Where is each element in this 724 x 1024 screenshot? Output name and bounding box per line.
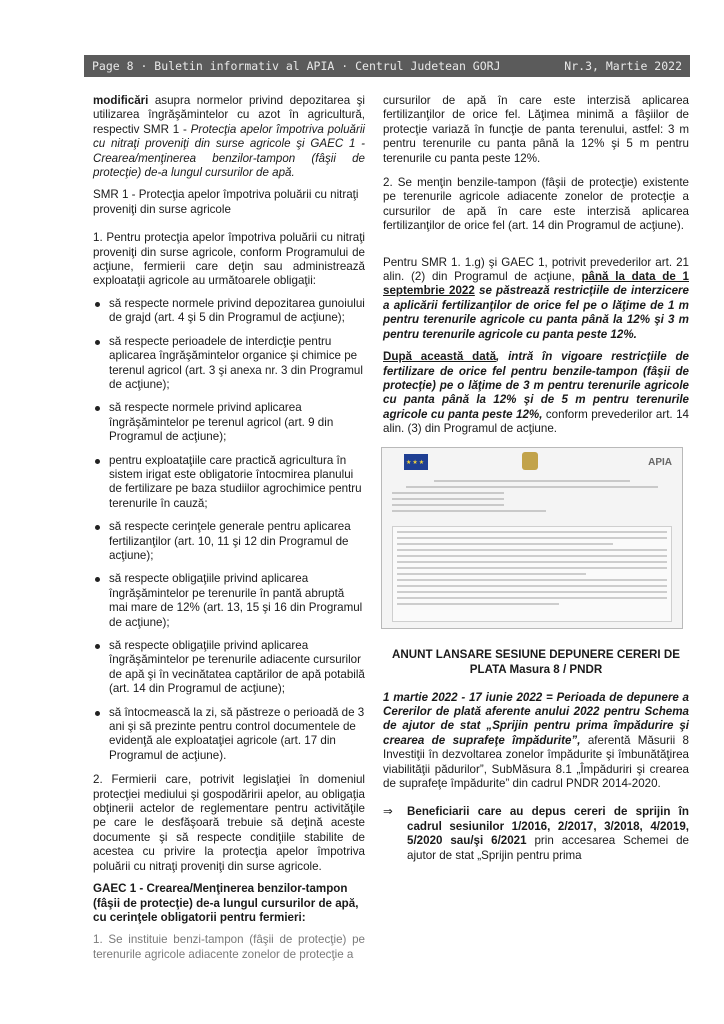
double-arrow-icon: ⇒ [383,805,393,819]
beneficiaries-bold: Beneficiarii care au depus cereri de sprijin în cadrul sesiunilor 1/2016, 2/2017, 3/2018, 4/2019, 5/2020 sau/şi 6/2021 [407,805,689,848]
gaec1-title: GAEC 1 - Crearea/Menţinerea benzilor-tampon (fâşii de protecţie) de-a lungul cursurilor de apă, cu cerinţele obligatorii pentru fermieri: [93,882,359,924]
header-left-text: Page 8 · Buletin informativ al APIA · Centrul Judetean GORJ [92,59,501,73]
beneficiaries-rest: prin accesarea Schemei de ajutor de stat „Sprijin pentru prima [407,834,690,862]
after-date-text: , intră în vigoare restricţiile de fertilizare de orice fel pentru benzile-tampon (fâşii de protecţie) pe o lăţime de 3 m pentru terenurile agricole cu panta până la 12% şi de 5 m pentru terenurile agricole cu panta peste 12%, [383,350,689,421]
announcement-title: ANUNT LANSARE SESIUNE DEPUNERE CERERI DE PLATA Masura 8 / PNDR [392,647,680,676]
announcement-image [381,447,683,629]
deadline-text-b: se păstrează restricţiile de interzicere a aplicării fertilizanţilor de orice fel pe o lăţime de 1 m pentru terenurile agricole cu panta până la 12% şi 3 m pentru terenurile agricole cu panta peste 12%. [383,284,689,341]
announcement-bold: 1 martie 2022 - 17 iunie 2022 = Perioada de depunere a Cererilor de plată aferente anului 2022 pentru Schema de ajutor de stat „Sprijin pentru prima împădurire şi crearea de suprafeţe împădurite”, [383,690,689,747]
eu-flag-icon [404,454,428,470]
romania-coat-of-arms-icon [522,452,538,470]
deadline-date: până la data de 1 septembrie 2022 [383,270,690,298]
gaec1-paragraph-1: 1. Se instituie benzi-tampon (fâşii de protecţie) pe terenurile agricole adiacente zonelor de protecţie a [93,933,365,961]
list-item: pentru exploataţiile care practică agricultura în sistem irigat este obligatorie întocmirea planului de fertilizare pe baza studiilor agrochimice pentru terenurile în cauză; [93,454,365,512]
deadline-paragraph [383,256,689,342]
obligations-list [93,297,365,763]
announcement-paragraph [383,691,689,792]
after-date-ref: conform prevederilor art. 14 alin. (3) din Programul de acţiune. [383,407,689,436]
page-header-band [84,55,690,77]
intro-italic: Protecţia apelor împotriva poluării cu nitraţi proveniţi din surse agricole şi GAEC 1 - Crearea/menţinerea benzilor-tampon (fâşii de protecţie) de-a lungul cursurilor de apă. [93,122,365,180]
beneficiaries-item [383,805,689,863]
smr1-title: SMR 1 - Protecţia apelor împotriva poluării cu nitraţi proveniţi din surse agricole [93,188,359,216]
gaec1-continuation: cursurilor de apă în care este interzisă aplicarea fertilizanţilor de orice fel. Lăţimea minimă a fâşiilor de protecţie variază în funcţie de panta terenului, astfel: 3 m pentru terenurile cu panta până la 12% şi 5 m pentru terenurile cu panta peste 12%. [383,94,689,165]
gaec1-paragraph-2: 2. Se menţin benzile-tampon (fâşii de protecţie) existente pe terenurile agricole adiacente zonelor de protecţie a cursurilor de apă în care este interzisă aplicarea fertilizanţilor de orice fel (art. 14 din Programul de acţiune). [383,176,689,233]
intro-bold: modificări [93,94,149,107]
list-item: să întocmească la zi, să păstreze o perioadă de 3 ani şi să prezinte pentru control documentele de evidenţă ale exploataţiei agricole (art. 17 din Programul de acţiune). [93,706,365,764]
intro-rest: asupra normelor privind depozitarea şi utilizarea îngrăşămintelor cu azot în agricultură, respectiv SMR 1 - [93,94,365,136]
after-date-paragraph [383,350,689,436]
left-column [93,94,365,970]
after-date-lead: După această dată [383,350,497,364]
list-item: să respecte perioadele de interdicţie pentru aplicarea îngrăşămintelor organice şi chimice pe terenul agricol (art. 3 şi anexa nr. 3 din Programul de acţiune); [93,335,365,393]
list-item: să respecte cerinţele generale pentru aplicarea fertilizanţilor (art. 10, 11 şi 12 din Programul de acţiune); [93,520,365,563]
list-item: să respecte obligaţiile privind aplicarea îngrăşămintelor pe terenurile adiacente cursurilor de apă şi în vecinătatea captărilor de apă potabilă (art. 14 din Programul de acţiune); [93,639,365,697]
smr1-paragraph-2: 2. Fermierii care, potrivit legislaţiei în domeniul protecţiei mediului şi gospodăririi apelor, au obligaţia obţinerii actelor de reglementare pentru activităţile pe care le desfăşoară trebuie să deţină aceste documente şi să respecte condiţiile stabilite de acestea cu privire la protecţia apelor împotriva poluării cu nitraţi proveniţi din surse agricole. [93,773,365,873]
right-column [383,94,689,863]
announcement-rest: aferentă Măsurii 8 Investiţii în dezvoltarea zonelor împădurite şi îmbunătăţirea viabilităţii pădurilor”, SubMăsura 8.1 „Împăduriri şi crearea de suprafeţe împădurite” din cadrul PNDR 2014-2020. [383,733,689,790]
list-item: să respecte normele privind aplicarea îngrăşămintelor pe terenul agricol (art. 9 din Programul de acţiune); [93,401,365,444]
list-item: să respecte obligaţiile privind aplicarea îngrăşămintelor pe terenurile în pantă abruptă mai mare de 12% (art. 13, 15 şi 16 din Programul de acţiune); [93,572,365,630]
apia-logo: APIA [648,456,672,468]
list-item: să respecte normele privind depozitarea gunoiului de grajd (art. 4 şi 5 din Programul de acţiune); [93,297,365,326]
intro-paragraph [93,94,365,180]
smr1-paragraph-1: 1. Pentru protecţia apelor împotriva poluării cu nitraţi proveniţi din surse agricole, conform Programului de acţiune, fermierii care deţin sau administrează exploataţii agricole au următoarele obligaţii: [93,231,365,288]
deadline-text-a: Pentru SMR 1. 1.g) şi GAEC 1, potrivit prevederilor art. 21 alin. (2) din Programul de acţiune, [383,255,689,284]
image-text-box [392,526,672,622]
header-right-text: Nr.3, Martie 2022 [564,59,682,73]
image-header-lines [392,480,672,516]
